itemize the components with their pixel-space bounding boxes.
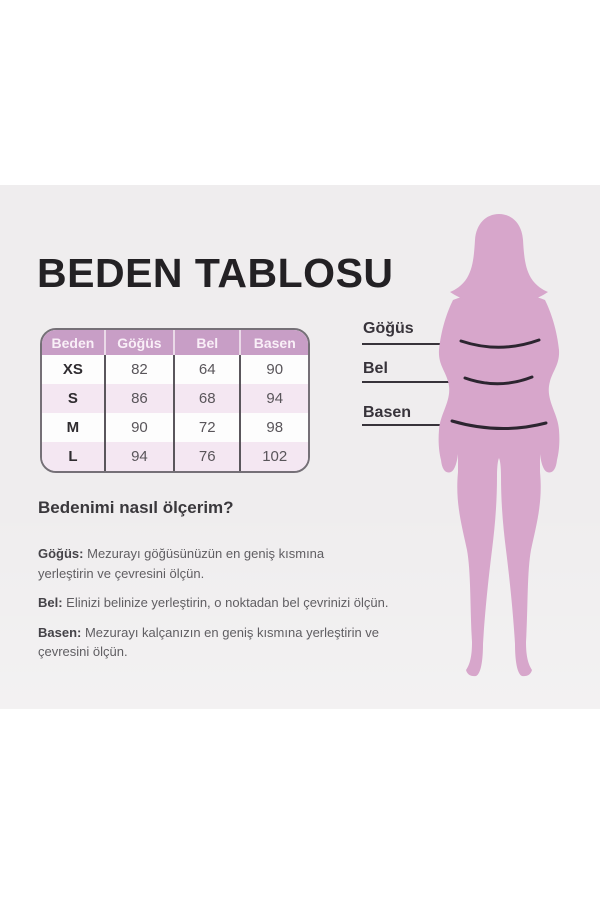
- table-cell: 64: [175, 355, 242, 384]
- table-header-beden: Beden: [42, 330, 106, 355]
- size-table: [40, 328, 310, 473]
- table-cell: 102: [241, 442, 308, 471]
- silhouette-body: [439, 293, 560, 677]
- table-cell: 94: [106, 442, 175, 471]
- table-cell: 76: [175, 442, 242, 471]
- table-cell: 90: [106, 413, 175, 442]
- measure-label-bel: Bel: [363, 360, 388, 377]
- table-cell: 98: [266, 419, 284, 436]
- table-cell: 86: [106, 384, 175, 413]
- table-header-bel: Bel: [175, 330, 242, 355]
- table-cell: 82: [106, 355, 175, 384]
- howto-text: Elinizi belinize yerleştirin, o noktadan bel çevrinizi ölçün.: [62, 595, 389, 610]
- measure-label-basen: Basen: [363, 404, 412, 421]
- howto-text: Mezurayı kalçanızın en geniş kısmına yerleştirin ve çevresini ölçün.: [38, 624, 380, 659]
- table-cell: 68: [175, 384, 242, 413]
- howto-item-basen: [38, 623, 408, 662]
- body-silhouette-figure: [425, 208, 585, 683]
- howto-instructions: [38, 544, 408, 672]
- howto-item-bel: [38, 593, 408, 613]
- table-cell-size-l: L: [42, 442, 106, 471]
- measure-label-gogus: Göğüs: [363, 320, 414, 337]
- table-cell: 90: [266, 361, 284, 378]
- howto-term: Göğüs:: [38, 546, 84, 561]
- howto-term: Bel:: [38, 595, 63, 610]
- table-header-basen: Basen: [241, 330, 308, 355]
- table-cell: 72: [175, 413, 242, 442]
- howto-item-gogus: [38, 544, 350, 583]
- silhouette-head-hair: [450, 214, 548, 304]
- table-cell-size-xs: XS: [42, 355, 106, 384]
- howto-heading: Bedenimi nasıl ölçerim?: [38, 498, 234, 517]
- page-title: BEDEN TABLOSU: [37, 250, 394, 296]
- table-cell-size-s: S: [42, 384, 106, 413]
- table-header-gogus: Göğüs: [106, 330, 175, 355]
- howto-term: Basen:: [38, 624, 82, 640]
- howto-text: Mezurayı göğüsünüzün en geniş kısmına yerleştirin ve çevresini ölçün.: [38, 546, 325, 581]
- table-cell-size-m: M: [42, 413, 106, 442]
- table-cell: 94: [241, 384, 308, 413]
